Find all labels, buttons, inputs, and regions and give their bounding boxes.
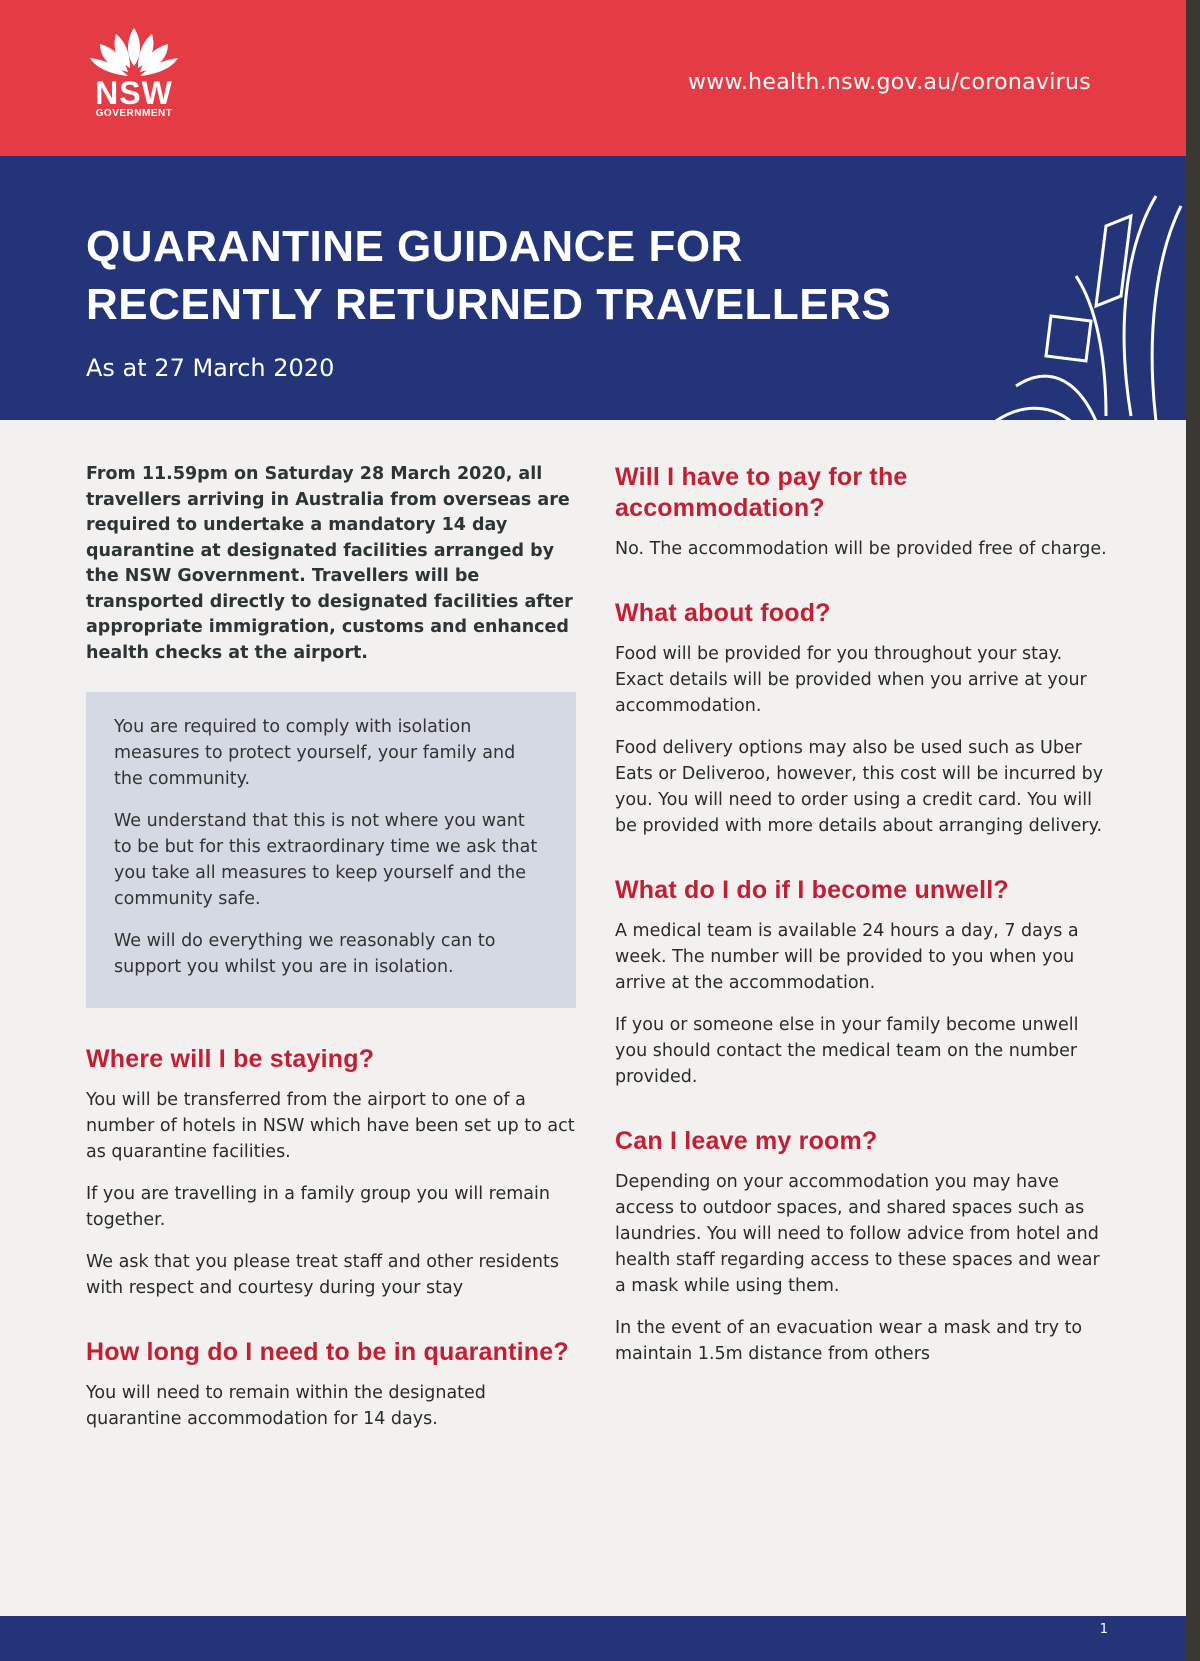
callout-paragraph: You are required to comply with isolation measures to protect yourself, your family and the community. — [114, 717, 516, 789]
section-paragraph: If you are travelling in a family group you will remain together. — [86, 1184, 550, 1230]
waratah-outline-icon — [956, 186, 1186, 420]
section-paragraph: Food will be provided for you throughout your stay. Exact details will be provided when you arrive at your accommodation. — [615, 644, 1087, 716]
footer-band — [0, 1616, 1186, 1661]
section-paragraph: You will be transferred from the airport to one of a number of hotels in NSW which have been set up to act as quarantine facilities. — [86, 1090, 575, 1162]
section-heading-food: What about food? — [615, 599, 831, 627]
section-heading-duration: How long do I need to be in quarantine? — [86, 1338, 569, 1366]
callout-paragraph: We understand that this is not where you want to be but for this extraordinary time we ask that you take all measures to keep yourself and the community safe. — [114, 811, 538, 909]
logo-subtext: GOVERNMENT — [95, 108, 173, 119]
section-paragraph: Depending on your accommodation you may have access to outdoor spaces, and shared spaces such as laundries. You will need to follow advice from hotel and health staff regarding access to these spaces and wear a mask while using them. — [615, 1172, 1100, 1296]
section-paragraph: You will need to remain within the designated quarantine accommodation for 14 days. — [86, 1383, 486, 1429]
section-heading-staying: Where will I be staying? — [86, 1045, 375, 1073]
section-heading-payment: Will I have to pay for the accommodation? — [615, 463, 908, 522]
title-line-1: QUARANTINE GUIDANCE FOR — [86, 222, 743, 271]
header-title-band — [0, 156, 1186, 420]
section-paragraph: No. The accommodation will be provided free of charge. — [615, 539, 1107, 559]
section-heading-unwell: What do I do if I become unwell? — [615, 876, 1009, 904]
section-paragraph: Food delivery options may also be used such as Uber Eats or Deliveroo, however, this cost will be incurred by you. You will need to order using a credit card. You will be provided with more details about arranging delivery. — [615, 738, 1104, 836]
right-column — [615, 462, 1115, 1383]
section-paragraph: A medical team is available 24 hours a day, 7 days a week. The number will be provided to you when you arrive at the accommodation. — [615, 921, 1079, 993]
section-paragraph: If you or someone else in your family become unwell you should contact the medical team on the number provided. — [615, 1015, 1079, 1087]
intro-paragraph: From 11.59pm on Saturday 28 March 2020, all travellers arriving in Australia from overseas are required to undertake a mandatory 14 day quarantine at designated facilities arranged by the NSW Government. Travellers will be transported directly to designated facilities after appropriate immigration, customs and enhanced health checks at the airport. — [86, 464, 573, 663]
page-number: 1 — [1099, 1622, 1108, 1637]
callout-box — [86, 692, 576, 1008]
logo-wordmark: NSW — [95, 75, 173, 111]
callout-paragraph: We will do everything we reasonably can to support you whilst you are in isolation. — [114, 931, 496, 977]
title-line-2: RECENTLY RETURNED TRAVELLERS — [86, 280, 892, 329]
waratah-flower-icon — [86, 26, 182, 78]
as-at-date: As at 27 March 2020 — [86, 354, 335, 382]
page-title — [86, 218, 891, 334]
left-column — [86, 462, 576, 1448]
section-heading-leave-room: Can I leave my room? — [615, 1127, 878, 1155]
section-paragraph: In the event of an evacuation wear a mask and try to maintain 1.5m distance from others — [615, 1318, 1083, 1364]
header-red-band — [0, 0, 1186, 156]
nsw-government-logo — [84, 26, 184, 119]
section-paragraph: We ask that you please treat staff and other residents with respect and courtesy during your stay — [86, 1252, 559, 1298]
website-url[interactable]: www.health.nsw.gov.au/coronavirus — [687, 70, 1091, 95]
